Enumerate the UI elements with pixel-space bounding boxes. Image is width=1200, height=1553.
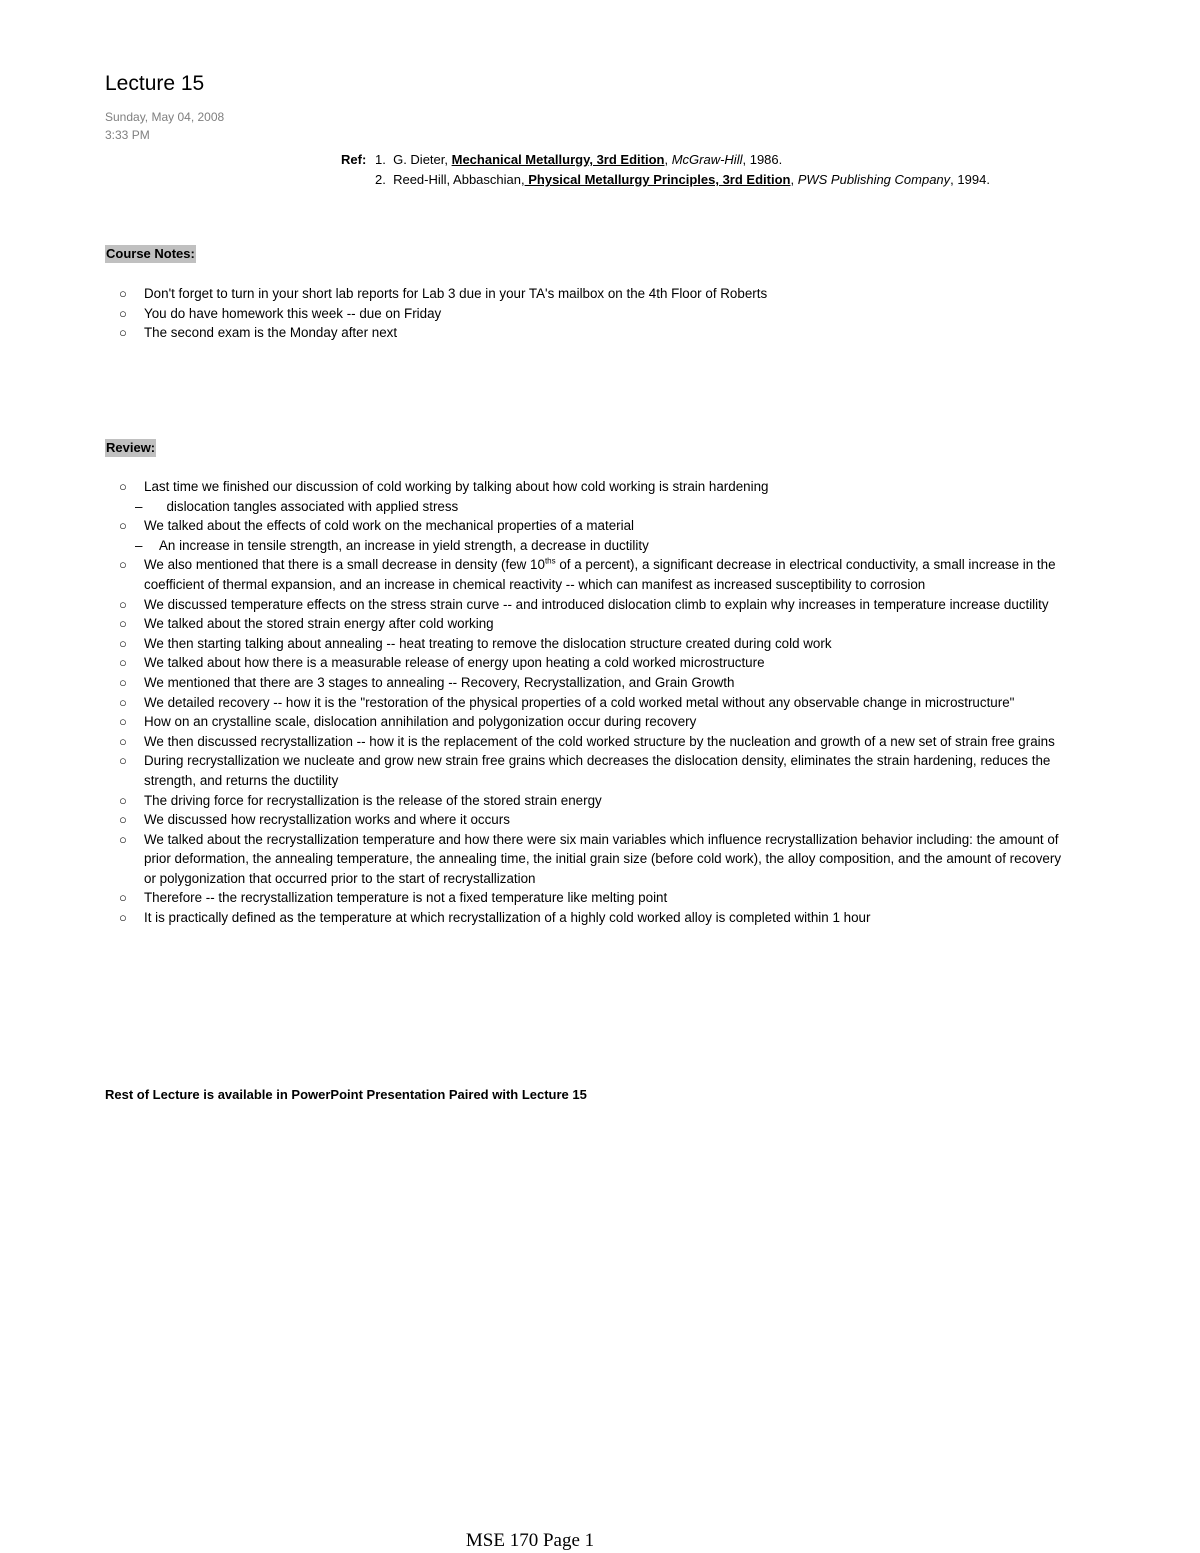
ref-number: 1. — [375, 152, 386, 167]
superscript: ths — [544, 556, 556, 566]
list-item-text: We discussed how recrystallization works and where it occurs — [144, 812, 510, 828]
ref-authors: G. Dieter, — [393, 152, 452, 167]
review-heading: Review: — [106, 440, 156, 455]
note-date: Sunday, May 04, 2008 — [105, 110, 225, 124]
bullet-circle-icon: ○ — [119, 479, 127, 494]
list-item — [119, 751, 1069, 790]
bullet-circle-icon: ○ — [119, 890, 127, 906]
ref-book-title: Mechanical Metallurgy, 3rd Edition — [451, 152, 665, 167]
list-item — [119, 810, 1069, 830]
list-item — [119, 673, 1069, 693]
list-item-text: How on an crystalline scale, dislocation annihilation and polygonization occur during recovery — [144, 714, 697, 730]
bullet-circle-icon: ○ — [119, 655, 127, 671]
dash-bullet-icon: – — [135, 498, 143, 514]
rest-of-lecture-note: Rest of Lecture is available in PowerPoint Presentation Paired with Lecture 15 — [105, 1087, 587, 1102]
list-item-text: During recrystallization we nucleate and grow new strain free grains which decreases the dislocation density, eliminates the strain hardening, reduces the strength, and returns the ductility — [144, 753, 1051, 788]
reference-1 — [341, 150, 990, 170]
list-item — [119, 732, 1069, 752]
list-item-text: We then discussed recrystallization -- how it is the replacement of the cold worked structure by the nucleation and growth of a new set of strain free grains — [144, 733, 1055, 749]
bullet-circle-icon: ○ — [119, 305, 127, 321]
list-item — [119, 595, 1069, 615]
bullet-circle-icon: ○ — [119, 694, 127, 710]
ref-number: 2. — [375, 172, 386, 187]
bullet-circle-icon: ○ — [119, 518, 127, 534]
page-title: Lecture 15 — [105, 72, 205, 95]
list-item-text: You do have homework this week -- due on Friday — [144, 305, 442, 321]
list-item — [119, 830, 1069, 889]
list-item — [119, 284, 1069, 304]
list-item-text: We detailed recovery -- how it is the "restoration of the physical properties of a cold worked metal without any observable change in microstructure" — [144, 694, 1015, 710]
course-notes-heading: Course Notes: — [106, 246, 195, 261]
list-item — [119, 323, 1069, 343]
list-item — [119, 555, 1069, 594]
list-item-text: Last time we finished our discussion of cold working by talking about how cold working is strain hardening — [144, 479, 769, 494]
list-item-text: We talked about the effects of cold work on the mechanical properties of a material — [144, 518, 635, 534]
bullet-circle-icon: ○ — [119, 910, 127, 926]
sub-list-item — [119, 497, 1069, 517]
list-item-text: We also mentioned that there is a small decrease in density (few 10 — [144, 557, 545, 573]
ref-year: , 1994. — [950, 172, 990, 187]
ref-separator: , — [790, 172, 798, 187]
review-list — [119, 477, 1069, 928]
bullet-circle-icon: ○ — [119, 792, 127, 808]
list-item-text: An increase in tensile strength, an increase in yield strength, a decrease in ductility — [159, 537, 649, 553]
ref-authors: Reed-Hill, Abbaschian, — [393, 172, 525, 187]
list-item-text: We talked about the recrystallization temperature and how there were six main variables which influence recrystallization behavior including: the amount of prior deformation, the annealing temperature, the annealing time, the initial grain size (before cold work), the alloy composition, and the amount of recovery or polygonization that occurred prior to the start of recrystallization — [144, 831, 1062, 886]
list-item-text: The driving force for recrystallization is the release of the stored strain energy — [144, 792, 602, 808]
list-item-text: The second exam is the Monday after next — [144, 325, 398, 341]
list-item — [119, 477, 1069, 497]
sub-list-item — [119, 536, 1069, 556]
list-item-text: It is practically defined as the temperature at which recrystallization of a highly cold worked alloy is completed within 1 hour — [144, 910, 871, 926]
dash-bullet-icon: – — [135, 537, 143, 553]
bullet-circle-icon: ○ — [119, 733, 127, 749]
list-item — [119, 304, 1069, 324]
list-item-text: We talked about the stored strain energy after cold working — [144, 616, 494, 632]
bullet-circle-icon: ○ — [119, 812, 127, 828]
ref-separator: , — [664, 152, 672, 167]
bullet-circle-icon: ○ — [119, 325, 127, 341]
list-item — [119, 693, 1069, 713]
list-item — [119, 653, 1069, 673]
list-item-text: dislocation tangles associated with applied stress — [166, 498, 459, 514]
list-item — [119, 712, 1069, 732]
bullet-circle-icon: ○ — [119, 831, 127, 847]
reference-2 — [341, 170, 990, 190]
bullet-circle-icon: ○ — [119, 674, 127, 690]
list-item — [119, 516, 1069, 536]
list-item-text: We discussed temperature effects on the stress strain curve -- and introduced dislocation climb to explain why increases in temperature increase ductility — [144, 596, 1049, 612]
bullet-circle-icon: ○ — [119, 753, 127, 769]
note-time: 3:33 PM — [105, 128, 150, 142]
note-timestamp — [105, 108, 224, 144]
bullet-circle-icon: ○ — [119, 557, 127, 573]
ref-book-title: Physical Metallurgy Principles, 3rd Edition — [524, 172, 791, 187]
bullet-circle-icon: ○ — [119, 596, 127, 612]
list-item — [119, 614, 1069, 634]
references — [341, 150, 990, 190]
list-item-text: We mentioned that there are 3 stages to annealing -- Recovery, Recrystallization, and Grain Growth — [144, 674, 735, 690]
list-item-text: We then starting talking about annealing -- heat treating to remove the dislocation structure created during cold work — [144, 635, 832, 651]
ref-year: , 1986. — [742, 152, 783, 167]
course-notes-list — [119, 284, 1069, 343]
list-item-text: of a percent), a significant decrease in electrical conductivity, a small increase in the coefficient of thermal expansion, and an increase in chemical reactivity -- which can manifest as increased susceptibility to corrosion — [144, 557, 1056, 592]
bullet-circle-icon: ○ — [119, 286, 127, 301]
bullet-circle-icon: ○ — [119, 714, 127, 730]
list-item-text: Don't forget to turn in your short lab reports for Lab 3 due in your TA's mailbox on the 4th Floor of Roberts — [144, 286, 768, 301]
list-item — [119, 908, 1069, 928]
list-item — [119, 791, 1069, 811]
ref-publisher: McGraw-Hill — [671, 152, 743, 167]
ref-publisher: PWS Publishing Company — [797, 172, 951, 187]
bullet-circle-icon: ○ — [119, 616, 127, 632]
list-item-text: We talked about how there is a measurable release of energy upon heating a cold worked microstructure — [144, 655, 765, 671]
bullet-circle-icon: ○ — [119, 635, 127, 651]
page-footer: MSE 170 Page 1 — [465, 1530, 595, 1551]
list-item-text: Therefore -- the recrystallization temperature is not a fixed temperature like melting point — [144, 890, 668, 906]
list-item — [119, 888, 1069, 908]
list-item — [119, 634, 1069, 654]
ref-label: Ref: — [341, 152, 367, 167]
